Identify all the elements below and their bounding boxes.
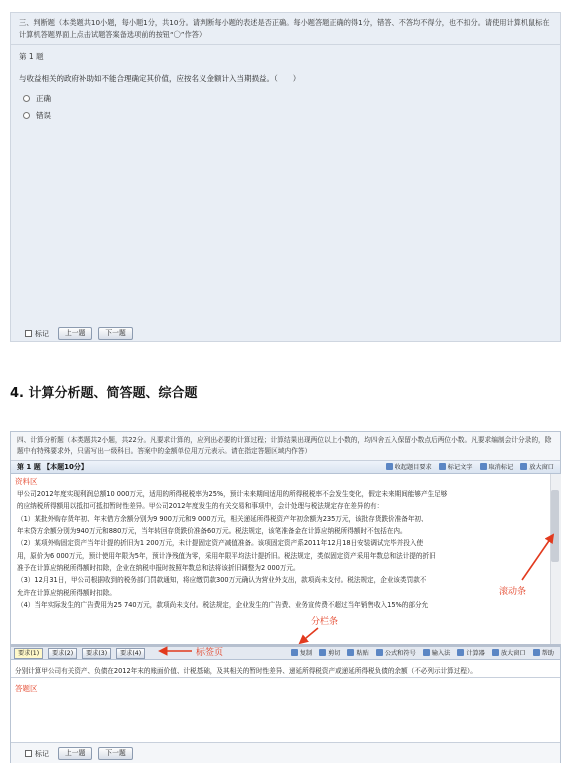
formula-symbol-button[interactable]: 公式和符号 [376,648,416,657]
cut-button[interactable]: 剪切 [319,648,340,657]
mark-text-button[interactable]: 标记文字 [439,462,473,471]
collapse-requirements-button[interactable]: 收起题目要求 [386,462,432,471]
prev-question-button[interactable]: 上一题 [58,327,92,340]
question-number: 第 1 题 [19,52,44,61]
prev-question-button[interactable]: 上一题 [58,747,92,760]
paste-button[interactable]: 粘贴 [347,648,368,657]
material-line: （3）12月31日，甲公司根据收到的税务部门罚款通知，将应缴罚款300万元确认为营业外支出，款项尚未支付。税法规定，企业该类罚款不 [17,576,427,584]
scrollbar-arrow [522,535,553,580]
mark-label: 标记 [35,749,49,758]
material-line: 的应纳税所得额用以抵扣可抵扣暂时性差异。甲公司2012年度发生的有关交易和事项中，会计处理与税法规定存在差异的有： [17,502,384,510]
section-instructions: 四、计算分析题（本类题共2小题，共22分。凡要求计算的，应列出必要的计算过程；计算结果出现两位以上小数的，均四舍五入保留小数点后两位小数。凡要求编制会计分录的，除题中有特殊要求外，只需写出一级科目。答案中的金额单位用万元表示。请在指定答题区域内作答） [11,432,560,461]
tab-requirement-3[interactable]: 要求(3) [82,648,111,659]
annotation-tabs: 标签页 [196,648,224,658]
next-question-button[interactable]: 下一题 [98,327,132,340]
section-instructions: 三、判断题（本类题共10小题，每小题1分，共10分。请判断每小题的表述是否正确。每小题答题正确的得1分，错答、不答均不得分，也不扣分。请使用计算机鼠标在计算机答题界面上点击试题答案备选项前的按钮“〇”作答） [19,18,550,39]
input-method-button[interactable]: 输入法 [423,648,451,657]
question-text: 与收益相关的政府补助如不能合理确定其价值，应按名义金额计入当期损益。（ ） [19,74,301,83]
tab-requirement-1[interactable]: 要求(1) [14,648,43,659]
copy-button[interactable]: 复制 [291,648,312,657]
option-label: 正确 [36,94,51,103]
next-question-button[interactable]: 下一题 [98,747,132,760]
unmark-button[interactable]: 取消标记 [480,462,514,471]
material-line: 甲公司2012年度实现利润总额10 000万元，适用的所得税税率为25%，预计未来期间适用的所得税税率不会发生变化，假定未来期间能够产生足够 [17,490,448,498]
material-line: 准予在计算应纳税所得额时扣除，企业在纳税申报时按照年数总和法将该折旧调整为2 000万元。 [17,564,300,572]
mark-label: 标记 [35,329,49,338]
annotation-scrollbar: 滚动条 [499,587,527,597]
material-area-label: 资料区 [15,477,38,486]
section-heading: 4. 计算分析题、简答题、综合题 [10,386,198,401]
material-line: （4）当年实际发生的广告费用为25 740万元，款项尚未支付。税法规定，企业发生的广告费、业务宣传费不超过当年销售收入15%的部分允 [17,601,429,609]
answer-area-label: 答题区 [15,684,38,693]
material-line: 用，原价为6 000万元，预计使用年限为5年，预计净残值为零，采用年限平均法计提折旧。税法规定，类似固定资产采用年数总和法计提的折旧 [17,552,436,560]
requirement-text: 分别计算甲公司有关资产、负债在2012年末的账面价值、计税基础，及其相关的暂时性差异、递延所得税资产或递延所得税负债的余额（不必列示计算过程）。 [15,667,477,675]
material-line: （2）某项外购固定资产当年计提的折旧为1 200万元，未计提固定资产减值准备。该项固定资产系2011年12月18日安装调试完毕并投入使 [17,539,424,547]
tab-requirement-4[interactable]: 要求(4) [116,648,145,659]
question-title: 第 1 题 【本题10分】 [17,463,88,471]
material-line: 年末贷方余额分别为940万元和880万元，当年转回存货跌价准备60万元。税法规定，该笔准备金在计算应纳税所得额时不包括在内。 [17,527,407,535]
help-button[interactable]: 帮助 [533,648,554,657]
option-label: 错误 [36,111,51,120]
enlarge-window-button[interactable]: 放大窗口 [520,462,554,471]
calculator-button[interactable]: 计算器 [457,648,485,657]
enlarge-window-button[interactable]: 放大窗口 [492,648,526,657]
tab-requirement-2[interactable]: 要求(2) [48,648,77,659]
material-line: （1）某批外购存货年初、年末借方余额分别为9 900万元和9 000万元，相关递延所得税资产年初余额为235万元，该批存货跌价准备年初、 [17,515,428,523]
annotation-splitter: 分栏条 [311,617,339,627]
material-line: 允许在计算应纳税所得额时扣除。 [17,589,116,597]
splitter-arrow [300,628,318,643]
